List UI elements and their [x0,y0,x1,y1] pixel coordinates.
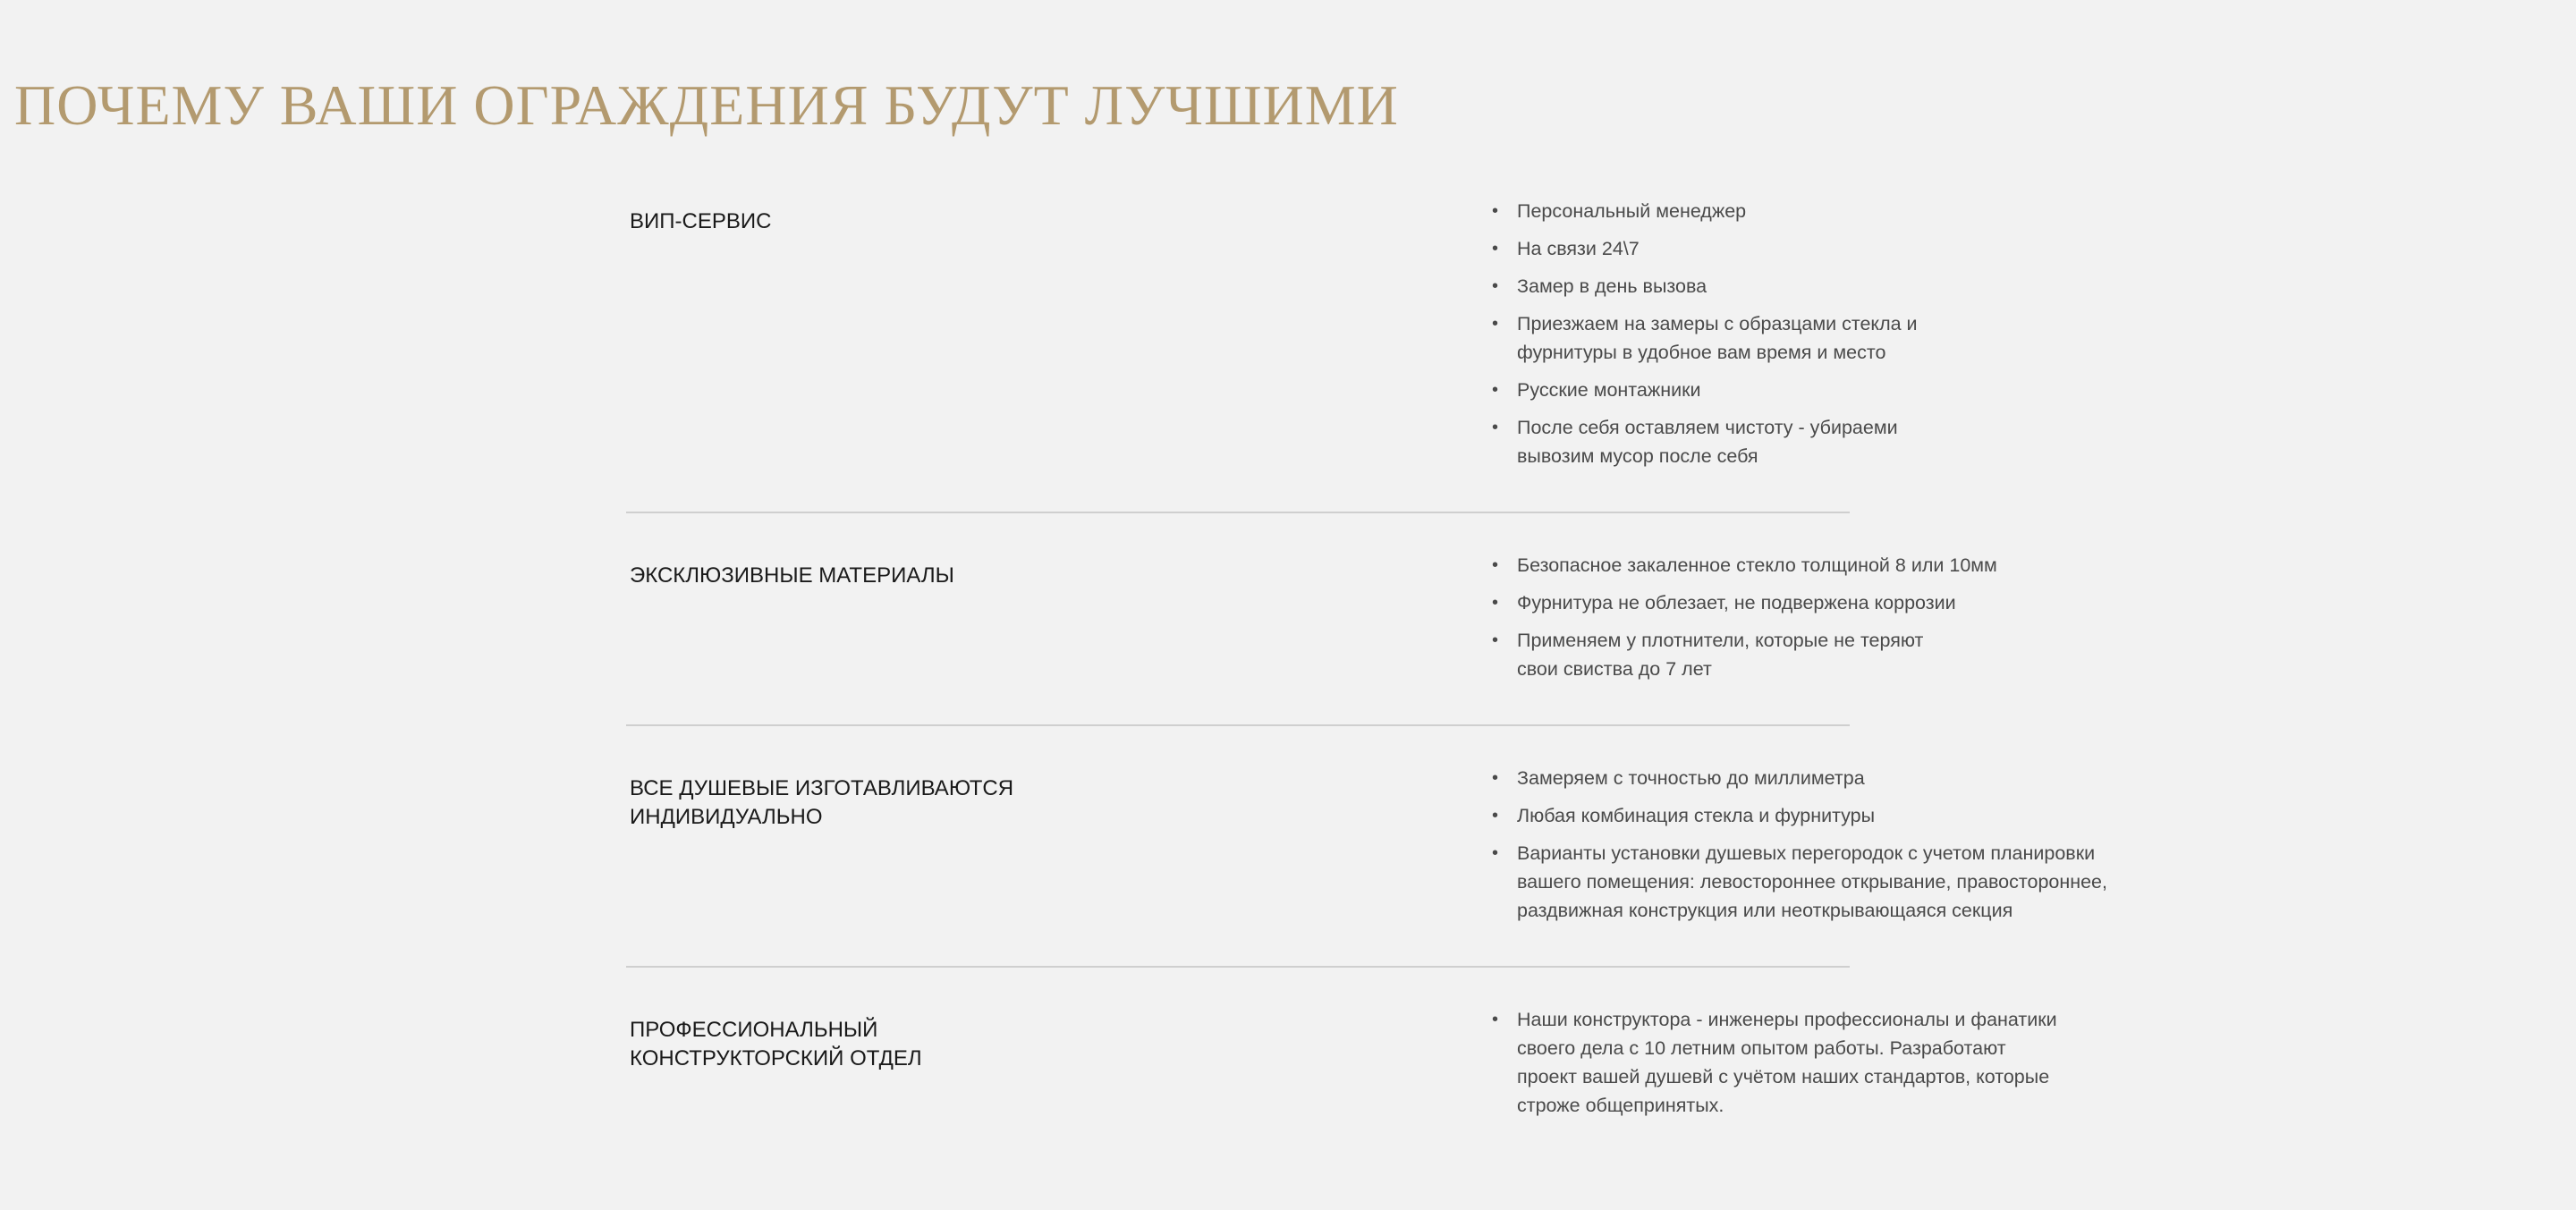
feature-title: ЭКСКЛЮЗИВНЫЕ МАТЕРИАЛЫ [630,563,954,588]
bullet-icon: • [1492,806,1499,825]
bullet-icon: • [1492,768,1499,788]
bullet-icon: • [1492,314,1499,334]
feature-bullet-list [1492,1005,2172,1129]
feature-bullet-list [1492,551,2172,692]
bullet-icon: • [1492,201,1499,221]
list-item [1492,309,2172,367]
feature-design-department [626,968,2057,1182]
list-item-text: Любая комбинация стекла и фурнитуры [1517,805,1876,826]
list-item [1492,626,2172,683]
list-item [1492,588,2172,617]
bullet-icon: • [1492,630,1499,650]
list-item-text: После себя оставляем чистоту - убираеми вывозим мусор после себя [1517,417,1898,467]
feature-title: ВСЕ ДУШЕВЫЕ ИЗГОТАВЛИВАЮТСЯ ИНДИВИДУАЛЬНО [630,776,1014,829]
list-item [1492,376,2172,404]
page-title: ПОЧЕМУ ВАШИ ОГРАЖДЕНИЯ БУДУТ ЛУЧШИМИ [14,73,1399,137]
feature-exclusive-materials [626,513,1997,726]
bullet-icon: • [1492,593,1499,613]
list-item [1492,801,2172,830]
bullet-icon: • [1492,276,1499,296]
list-item [1492,272,2172,300]
bullet-icon: • [1492,1010,1499,1029]
list-item [1492,551,2172,580]
list-item-text: На связи 24\7 [1517,238,1640,259]
list-item-text: Применяем у плотнители, которые не теряют свои свиства до 7 лет [1517,630,1924,680]
list-item-text: Наши конструктора - инженеры профессионалы и фанатики своего дела с 10 летним опытом работы. Разработают проект вашей душевй с учётом наших стандартов, которые строже общепринятых. [1517,1009,2057,1116]
list-item [1492,764,2172,792]
list-item [1492,839,2172,925]
list-item [1492,413,2172,470]
list-item-text: Персональный менеджер [1517,200,1747,222]
list-item [1492,1005,2172,1120]
feature-bullet-list [1492,764,2172,934]
feature-bullet-list [1492,197,2172,479]
bullet-icon: • [1492,418,1499,437]
bullet-icon: • [1492,239,1499,258]
list-item-text: Приезжаем на замеры с образцами стекла и фурнитуры в удобное вам время и место [1517,313,1918,363]
bullet-icon: • [1492,555,1499,575]
list-item-text: Замеряем с точностью до миллиметра [1517,767,1865,789]
list-item [1492,234,2172,263]
list-item [1492,197,2172,225]
bullet-icon: • [1492,843,1499,863]
feature-vip-service [626,197,1918,513]
list-item-text: Безопасное закаленное стекло толщиной 8 или 10мм [1517,554,1997,576]
feature-title: ПРОФЕССИОНАЛЬНЫЙ КОНСТРУКТОРСКИЙ ОТДЕЛ [630,1018,922,1070]
list-item-text: Фурнитура не облезает, не подвержена коррозии [1517,592,1956,613]
feature-title: ВИП-СЕРВИС [630,209,772,233]
features-list [626,197,2107,1182]
list-item-text: Варианты установки душевых перегородок с учетом планировки вашего помещения: левостороннее открывание, правостороннее, раздвижная конструкция или неоткрывающаяся секция [1517,842,2107,921]
list-item-text: Замер в день вызова [1517,275,1707,297]
bullet-icon: • [1492,380,1499,400]
feature-individual-manufacturing [626,726,2107,968]
list-item-text: Русские монтажники [1517,379,1701,401]
